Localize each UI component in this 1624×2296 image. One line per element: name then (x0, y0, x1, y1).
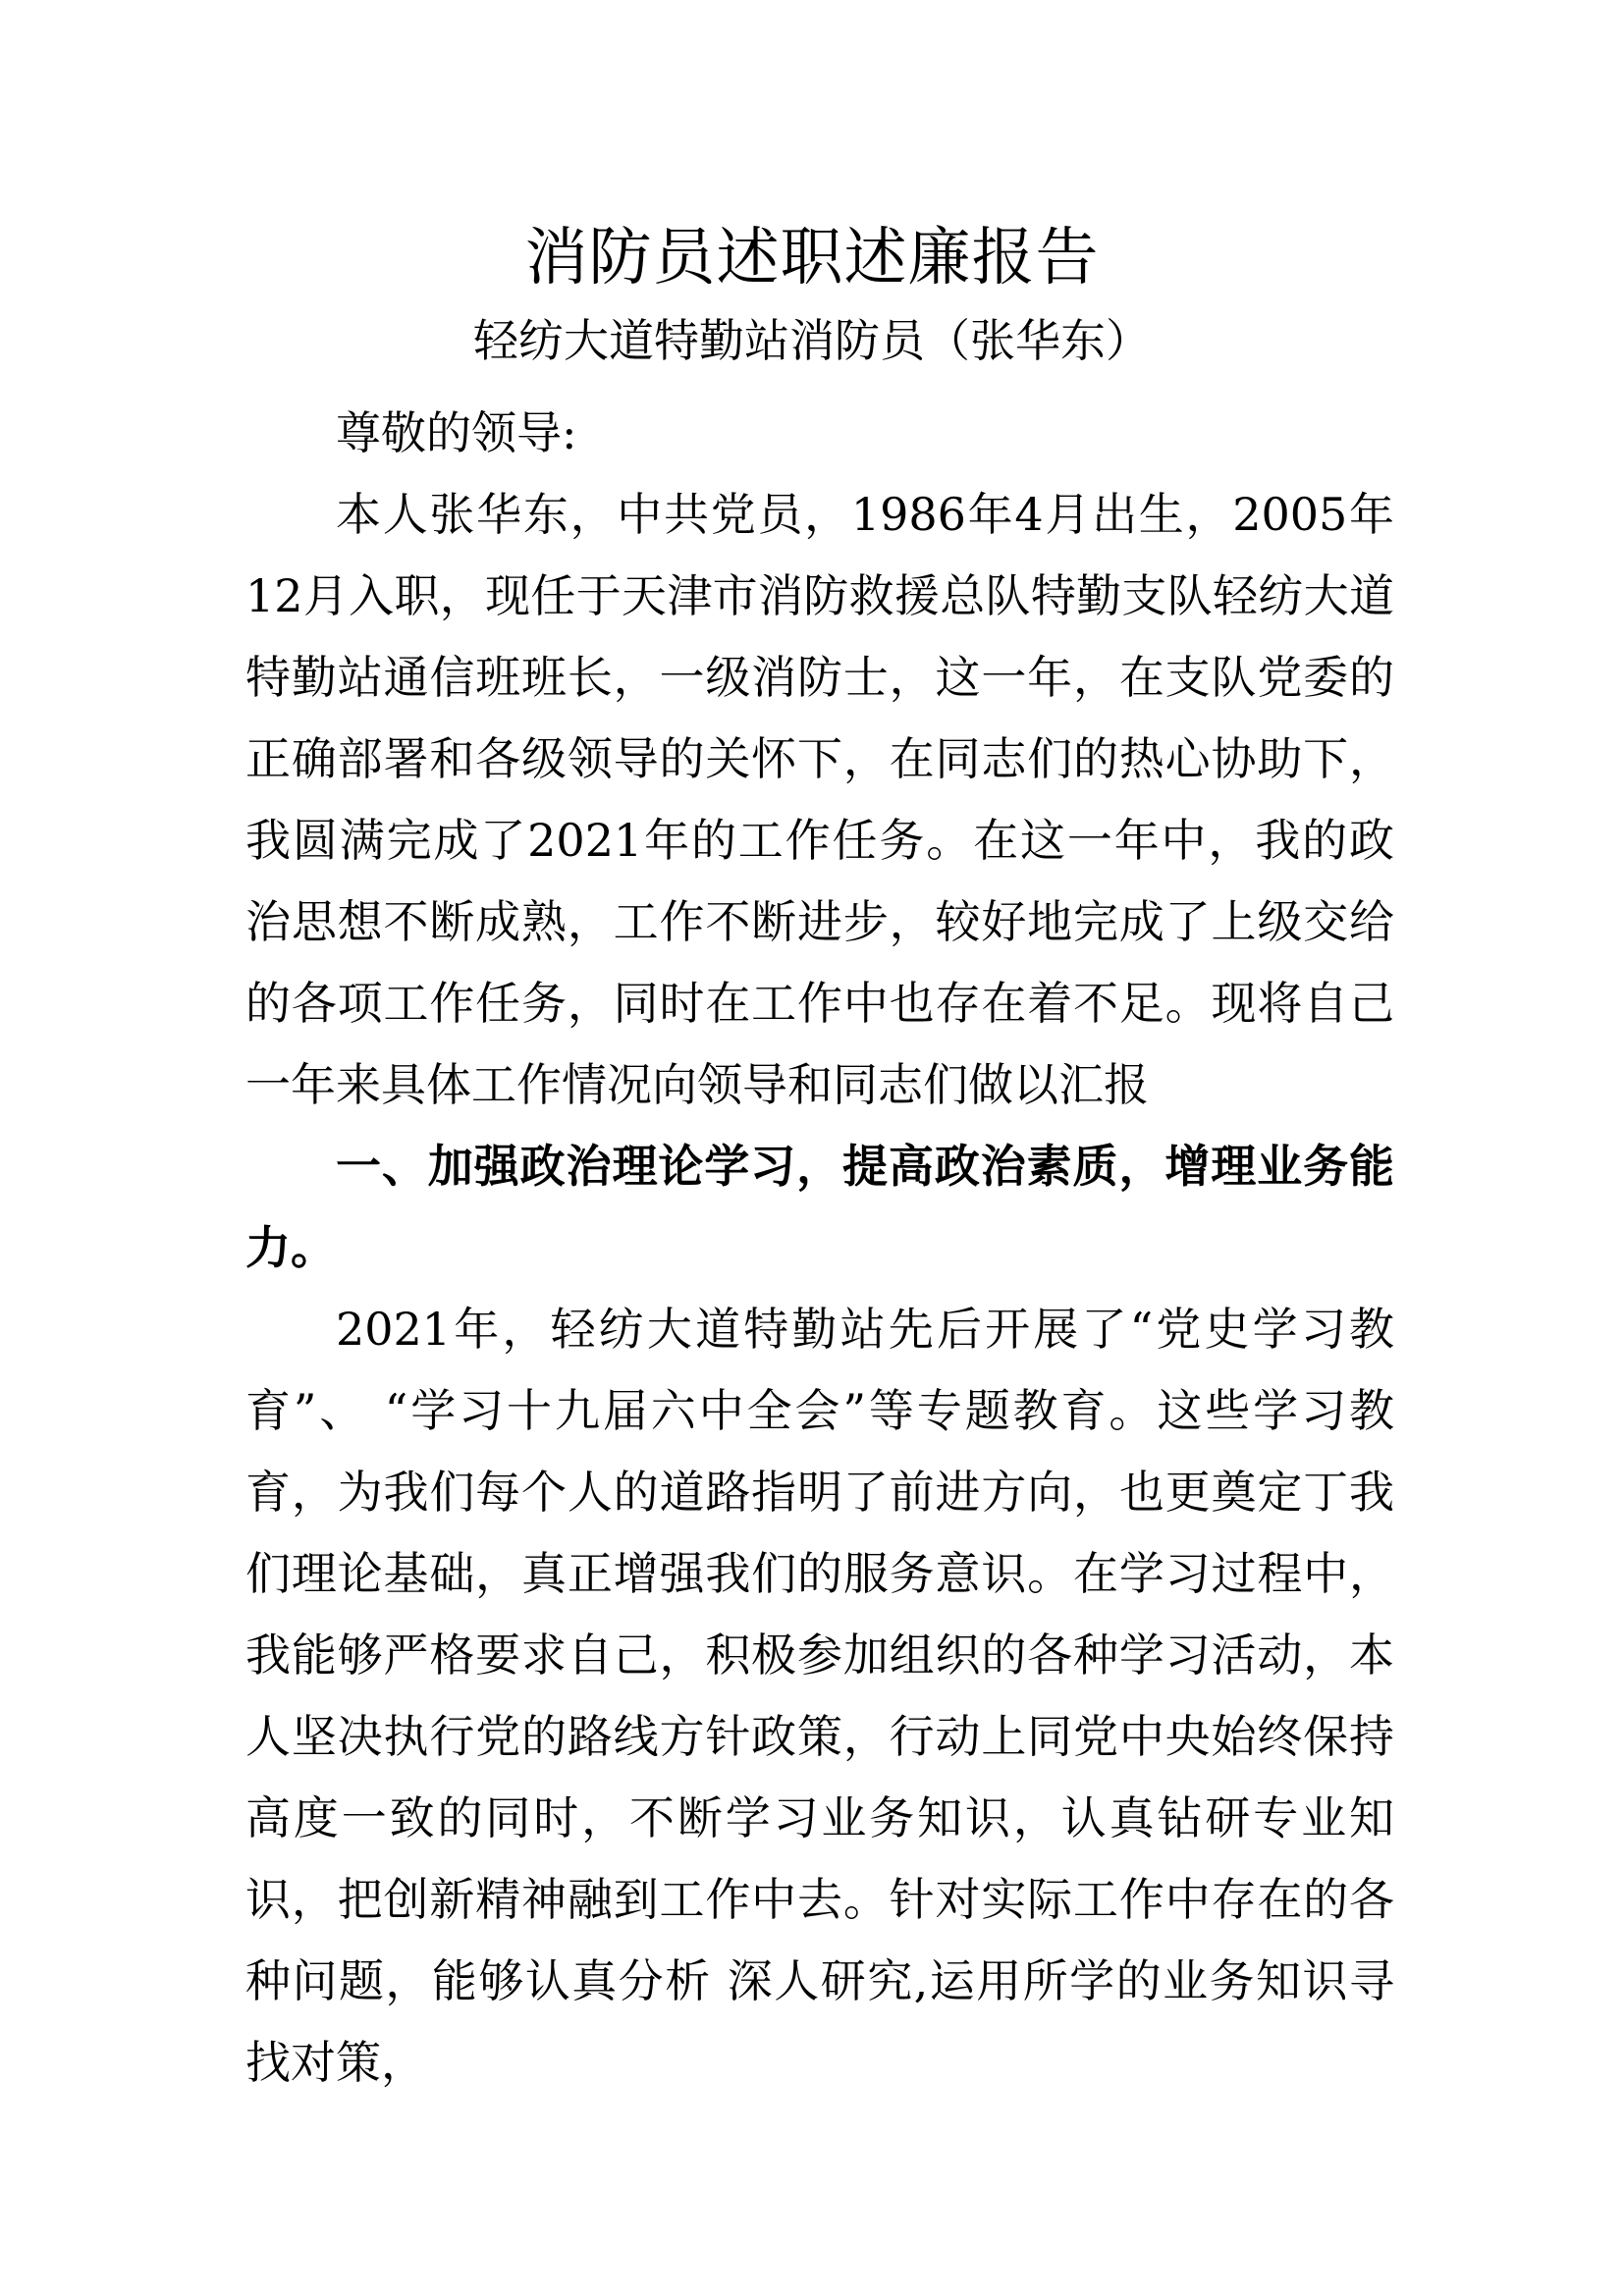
document-subtitle: 轻纺大道特勤站消防员（张华东） (473, 314, 1151, 367)
section-heading: 一、加强政治理论学习，提高政治素质，增理业务能力。 (245, 1140, 1394, 1274)
intro-paragraph: 本人张华东，中共党员，1986年4月出生，2005年12月入职，现任于天津市消防救援总队特勤支队轻纺大道特勤站通信班班长，一级消防士，这一年，在支队党委的正确部署和各级领导的关怀下，在同志们的热心协助下，我圆满完成了2021年的工作任务。在这一年中，我的政治思想不断成熟，工作不断进步，较好地完成了上级交给的各项工作任务，同时在工作中也存在着不足。现将自己一年来具体工作情况向领导和同志们做以汇报 (245, 488, 1394, 1111)
document-body (245, 393, 1394, 2104)
document-title: 消防员述职述廉报告 (524, 222, 1100, 294)
section-paragraph: 2021年，轻纺大道特勤站先后开展了“党史学习教育”、 “学习十九届六中全会”等专题教育。这些学习教育，为我们每个人的道路指明了前进方向，也更奠定丁我们理论基础，真正增强我们的服务意识。在学习过程中，我能够严格要求自己，积极参加组织的各种学习活动，本人坚决执行党的路线方针政策，行动上同党中央始终保持高度一致的同时，不断学习业务知识，认真钻研专业知识，把创新精神融到工作中去。针对实际工作中存在的各种问题，能够认真分析 深人研究,运用所学的业务知识寻找对策， (245, 1303, 1394, 2089)
salutation: 尊敬的领导: (336, 406, 577, 459)
